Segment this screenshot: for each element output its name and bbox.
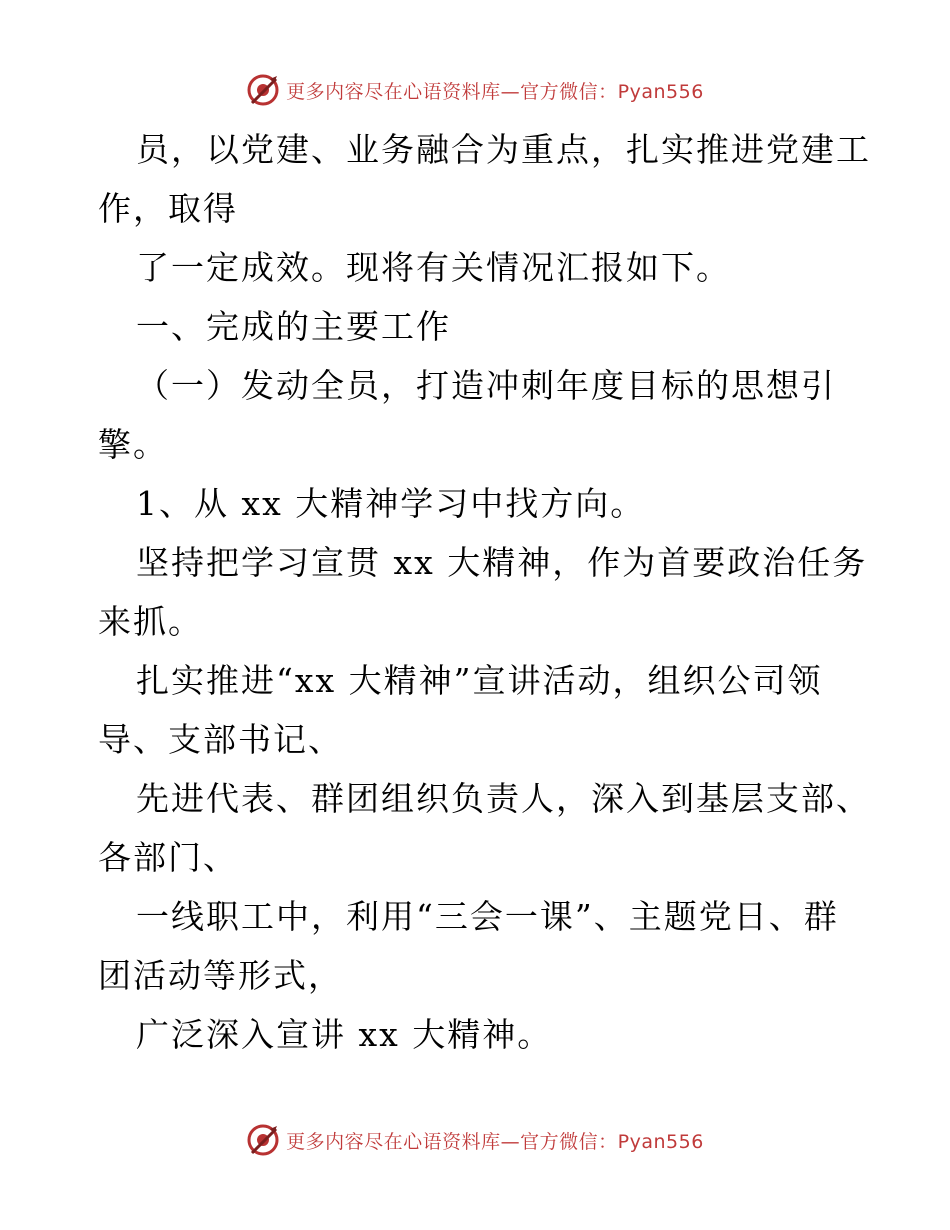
quill-logo-icon [246,73,280,107]
text-line: 坚持把学习宣贯 xx 大精神，作为首要政治任务 [136,543,868,582]
text-line: 来抓。 [98,602,203,641]
text-line: 广泛深入宣讲 xx 大精神。 [136,1015,553,1054]
text-line: 作，取得 [98,189,238,228]
text-line: 团活动等形式， [98,956,343,995]
text-line: 擎。 [98,425,168,464]
text-line: 一、完成的主要工作 [136,307,451,346]
text-line: 先进代表、群团组织负责人，深入到基层支部、 [136,779,871,818]
text-line: 员，以党建、业务融合为重点，扎实推进党建工 [136,130,871,169]
footer-watermark [0,1120,950,1160]
quill-logo-icon [246,1123,280,1157]
text-line: 一线职工中，利用“三会一课”、主题党日、群 [136,897,839,936]
watermark-text: 更多内容尽在心语资料库—官方微信：Pyan556 [286,80,704,103]
text-line: 扎实推进“xx 大精神”宣讲活动，组织公司领 [136,661,823,700]
header-watermark [0,70,950,110]
text-line: 了一定成效。现将有关情况汇报如下。 [136,248,731,287]
watermark-text: 更多内容尽在心语资料库—官方微信：Pyan556 [286,1130,704,1153]
text-line: （一）发动全员，打造冲刺年度目标的思想引 [136,366,836,405]
document-body [98,120,871,1064]
text-line: 各部门、 [98,838,238,877]
text-line: 1、从 xx 大精神学习中找方向。 [136,484,646,523]
text-line: 导、支部书记、 [98,720,343,759]
